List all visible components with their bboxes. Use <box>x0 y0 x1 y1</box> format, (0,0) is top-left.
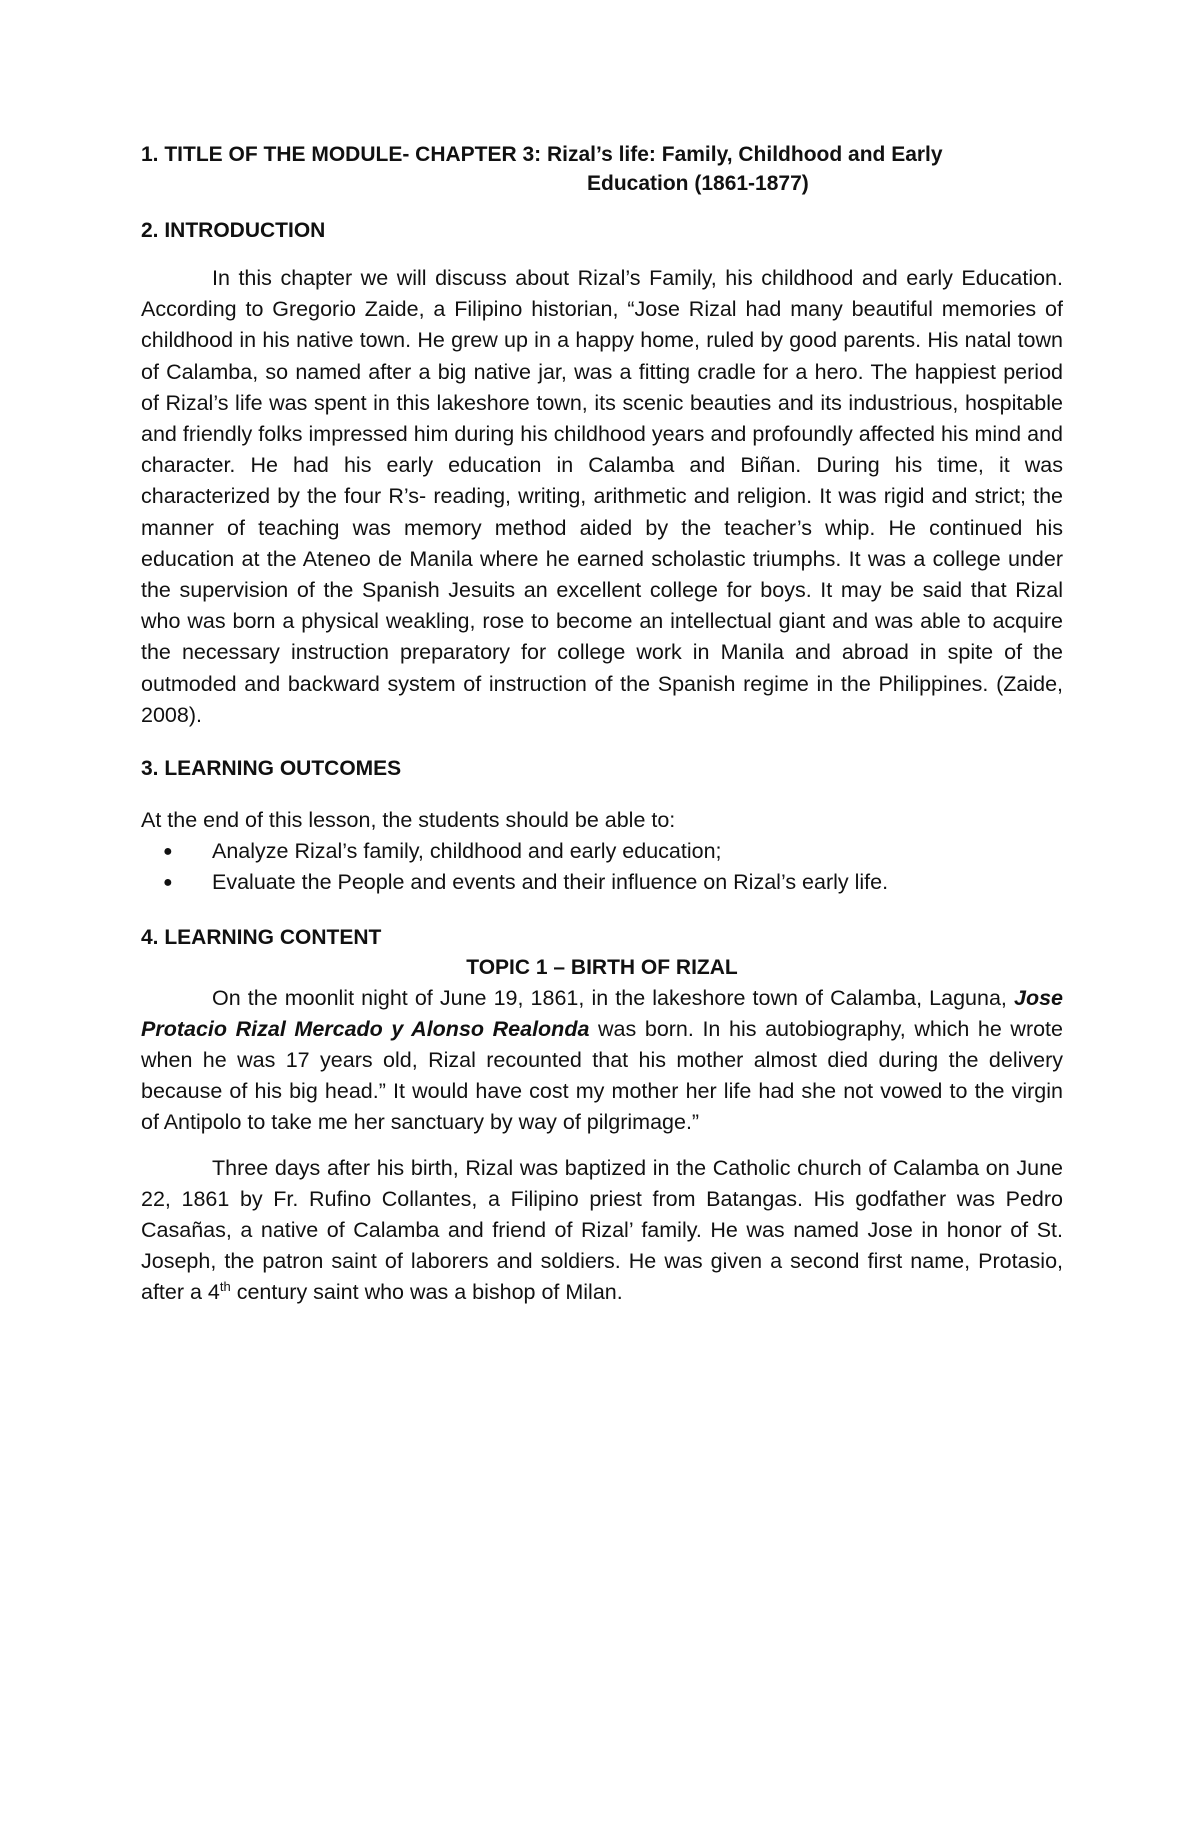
learning-outcomes-lead: At the end of this lesson, the students should be able to: <box>141 808 676 833</box>
birth-text-start: On the moonlit night of June 19, 1861, in the lakeshore town of Calamba, Laguna, <box>212 985 1014 1010</box>
document-page <box>141 140 1063 1309</box>
introduction-heading: 2. INTRODUCTION <box>141 219 326 242</box>
rizal-full-name: Jose Protacio Rizal Mercado y Alonso Realonda <box>141 985 1063 1041</box>
baptism-paragraph <box>141 1153 1063 1309</box>
bullet-icon: ● <box>163 843 173 861</box>
learning-outcomes-heading: 3. LEARNING OUTCOMES <box>141 757 402 781</box>
ordinal-suffix: th <box>219 1279 231 1295</box>
module-title-line-2: Education (1861-1877) <box>587 172 809 195</box>
list-item <box>141 867 1063 898</box>
learning-content-heading: 4. LEARNING CONTENT <box>141 925 382 949</box>
topic-heading: TOPIC 1 – BIRTH OF RIZAL <box>466 955 738 979</box>
module-title-line-1: 1. TITLE OF THE MODULE- CHAPTER 3: Rizal’s life: Family, Childhood and Early <box>141 143 943 166</box>
introduction-paragraph: In this chapter we will discuss about Rizal’s Family, his childhood and early Education. According to Gregorio Zaide, a Filipino historian, “Jose Rizal had many beautiful memories of childhood in his native town. He grew up in a happy home, ruled by good parents. His natal town of Calamba, so named after a big native jar, was a fitting cradle for a hero. The happiest period of Rizal’s life was spent in this lakeshore town, its scenic beauties and its industrious, hospitable and friendly folks impressed him during his childhood years and profoundly affected his mind and character. He had his early education in Calamba and Biñan. During his time, it was characterized by the four R’s- reading, writing, arithmetic and religion. It was rigid and strict; the manner of teaching was memory method aided by the teacher’s whip. He continued his education at the Ateneo de Manila where he earned scholastic triumphs. It was a college under the supervision of the Spanish Jesuits an excellent college for boys. It may be said that Rizal who was born a physical weakling, rose to become an intellectual giant and was able to acquire the necessary instruction preparatory for college work in Manila and abroad in spite of the outmoded and backward system of instruction of the Spanish regime in the Philippines. (Zaide, 2008). <box>141 266 1063 727</box>
baptism-text-end: century saint who was a bishop of Milan. <box>230 1280 623 1305</box>
birth-text-end: was born. In his autobiography, which he wrote when he was 17 years old, Rizal recounted that his mother almost died during the delivery because of his big head.” It would have cost my mother her life had she not vowed to the virgin of Antipolo to take me her sanctuary by way of pilgrimage.” <box>141 1016 1063 1135</box>
baptism-text-start: Three days after his birth, Rizal was baptized in the Catholic church of Calamba on June 22, 1861 by Fr. Rufino Collantes, a Filipino priest from Batangas. His godfather was Pedro Casañas, a native of Calamba and friend of Rizal’ family. He was named Jose in honor of St. Joseph, the patron saint of laborers and soldiers. He was given a second first name, Protasio, after a 4 <box>141 1155 1063 1305</box>
outcome-text: Analyze Rizal’s family, childhood and early education; <box>212 839 722 864</box>
outcome-text: Evaluate the People and events and their influence on Rizal’s early life. <box>212 870 889 895</box>
birth-paragraph <box>141 983 1063 1139</box>
learning-outcomes-list <box>141 836 1063 898</box>
bullet-icon: ● <box>163 874 173 892</box>
list-item <box>141 836 1063 867</box>
module-title <box>141 140 1063 198</box>
